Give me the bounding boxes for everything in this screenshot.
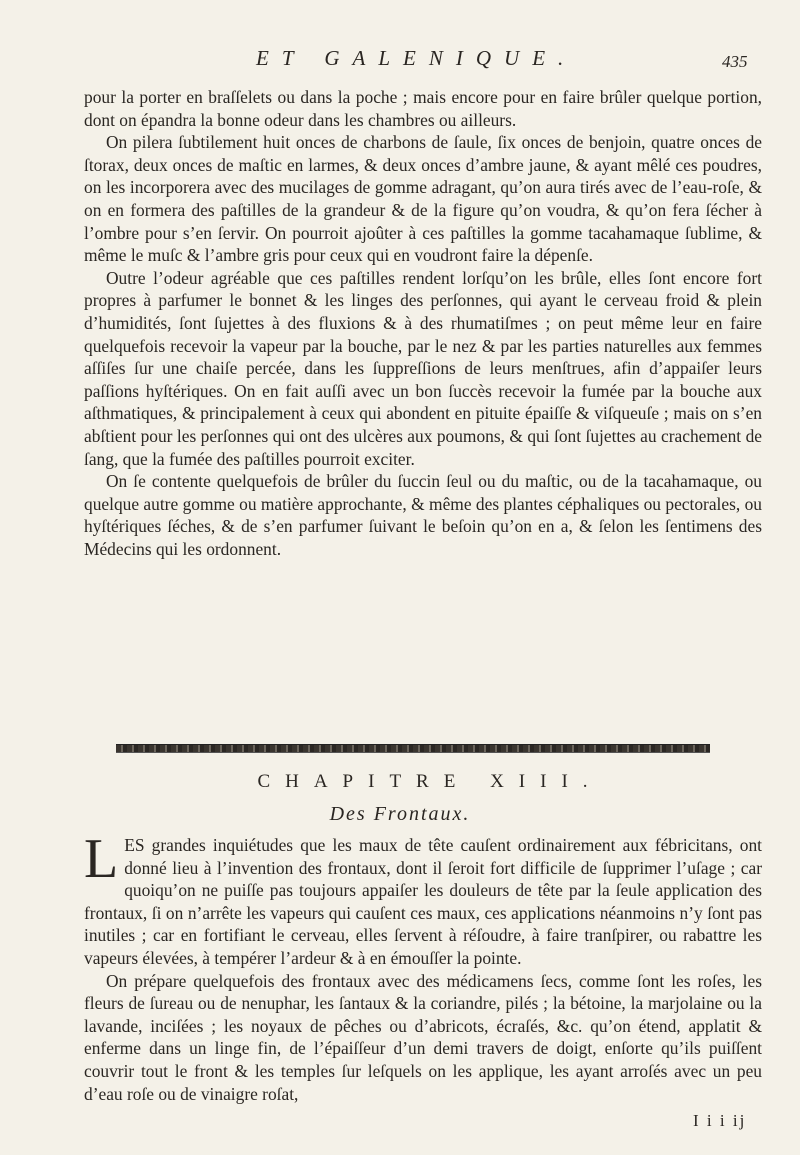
- running-head: [0, 46, 800, 76]
- paragraph: pour la porter en braſſelets ou dans la poche ; mais encore pour en faire brûler quelque portion, dont on épandra la bonne odeur dans les chambres ou ailleurs.: [84, 87, 762, 130]
- running-title: ET GALENIQUE.: [256, 46, 577, 70]
- page-number: 435: [722, 52, 748, 71]
- paragraph: Outre l’odeur agréable que ces paſtilles rendent lorſqu’on les brûle, elles ſont encore fort propres à parfumer le bonnet & les linges des perſonnes, qui ayant le cerveau froid & plein d’humidités, ſont ſujettes à des fluxions & à des rhumatiſmes ; on peut même leur en faire quelquefois recevoir la vapeur par la bouche, par le nez & par les parties naturelles aux femmes aſſiſes ſur une chaiſe percée, dans les ſuppreſſions de leurs menſtrues, afin d’appaiſer leurs paſſions hyſtériques. On en fait auſſi avec un bon ſuccès recevoir la fumée par la bouche aux aſthmatiques, & principalement à ceux qui abondent en pituite épaiſſe & viſqueuſe ; mais on s’en abſtient pour les perſonnes qui ont des ulcères aux poumons, & qui ſont ſujettes au crachement de ſang, que la fumée des paſtilles pourroit exciter.: [84, 267, 762, 469]
- chapter-heading: CHAPITRE XIII.: [257, 771, 603, 792]
- paragraph: On ſe contente quelquefois de brûler du ſuccin ſeul ou du maſtic, ou de la tacahamaque, ou quelque autre gomme ou matière approchante, & même des plantes céphaliques ou pectorales, ou hyſtériques ſéches, & de s’en parfumer ſuivant le beſoin qu’on en a, & ſelon les ſentimens des Médecins qui les ordonnent.: [84, 471, 762, 559]
- chapter-paragraph: On prépare quelquefois des frontaux avec des médicamens ſecs, comme ſont les roſes, les fleurs de ſureau ou de nenuphar, les ſantaux & la coriandre, pilés ; la bétoine, la marjolaine ou la lavande, inciſées ; les noyaux de pêches ou d’abricots, écraſés, &c. qu’on étend, applatit & enferme dans un linge fin, de l’épaiſſeur d’un demi travers de doigt, enſorte qu’ils puiſſent couvrir tout le front & les temples ſur leſquels on les applique, les ayant arroſés avec un peu d’eau roſe ou de vinaigre roſat,: [84, 970, 762, 1104]
- body-text: [84, 86, 762, 560]
- ornamental-rule: [116, 744, 710, 753]
- chapter-paragraph-text: ES grandes inquiétudes que les maux de tête cauſent ordinairement aux fébricitans, ont donné lieu à l’invention des frontaux, dont il ſeroit fort difficile de ſupprimer l’uſage ; car quoiqu’on ne puiſſe pas toujours appaiſer les douleurs de tête par la ſeule application des frontaux, ſi on n’arrête les vapeurs qui cauſent ces maux, ces applications néanmoins n’y ſont pas inutiles ; car en fortifiant le cerveau, elles ſervent à réſoudre, à faire tranſpirer, ou rabattre les vapeurs élevées, à tempérer l’ardeur & à en émouſſer la pointe.: [84, 835, 762, 968]
- chapter-text: [84, 828, 762, 1105]
- drop-cap: L: [84, 828, 119, 890]
- chapter-paragraph: [84, 828, 762, 970]
- chapter-subtitle: Des Frontaux.: [329, 803, 471, 825]
- paragraph: On pilera ſubtilement huit onces de charbons de ſaule, ſix onces de benjoin, quatre onces de ſtorax, deux onces de maſtic en larmes, & deux onces d’ambre jaune, & ayant mêlé ces poudres, on les incorporera avec des mucilages de gomme adragant, qu’on aura tirés avec de l’eau-roſe, & on en formera des paſtilles de la grandeur & de la figure qu’on voudra, & qu’on fera ſécher à l’ombre pour s’en ſervir. On pourroit ajoûter à ces paſtilles la gomme tacahamaque ſublime, & même le muſc & l’ambre gris pour ceux qui en voudront faire la dépenſe.: [84, 132, 762, 266]
- signature-mark: I i i ij: [693, 1111, 747, 1130]
